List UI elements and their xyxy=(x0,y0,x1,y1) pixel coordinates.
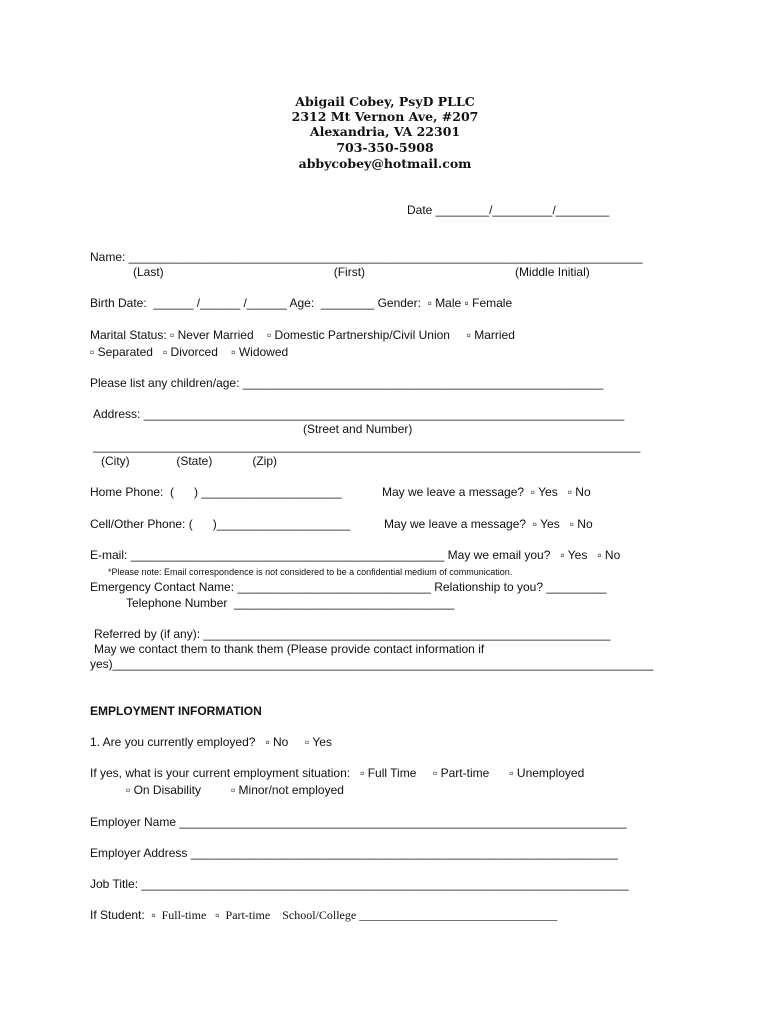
marital-status-line-2[interactable]: ▫ Separated ▫ Divorced ▫ Widowed xyxy=(90,345,289,359)
practice-phone: 703-350-5908 xyxy=(336,140,434,155)
emergency-contact-line[interactable]: Emergency Contact Name: _____________________________ Relationship to you? _________ xyxy=(90,580,607,594)
home-phone-field[interactable]: Home Phone: ( ) _____________________ xyxy=(90,485,342,499)
marital-status-line[interactable]: Marital Status: ▫ Never Married ▫ Domestic Partnership/Civil Union ▫ Married xyxy=(90,328,515,342)
address-line-2[interactable]: __________________________________________________________________________________ xyxy=(93,439,641,453)
city-state-zip-subtitle: (City) (State) (Zip) xyxy=(101,454,278,468)
email-note: *Please note: Email correspondence is not considered to be a confidential medium of communication. xyxy=(108,567,513,577)
address-field[interactable]: Address: ________________________________________________________________________ xyxy=(93,407,625,421)
birth-age-gender-line[interactable]: Birth Date: ______ /______ /______ Age: ________ Gender: ▫ Male ▫ Female xyxy=(90,296,513,310)
student-label: If Student: xyxy=(90,908,152,922)
student-options[interactable]: ▫ Full-time ▫ Part-time School/College _________________________________ xyxy=(151,908,558,922)
employment-situation-line[interactable]: If yes, what is your current employment situation: ▫ Full Time ▫ Part-time ▫ Unemployed xyxy=(90,766,585,780)
name-field[interactable]: Name: _____________________________________________________________________________ xyxy=(90,250,643,264)
practice-city: Alexandria, VA 22301 xyxy=(309,124,461,139)
employer-name-field[interactable]: Employer Name ___________________________________________________________________ xyxy=(90,815,627,829)
children-field[interactable]: Please list any children/age: ______________________________________________________ xyxy=(90,376,604,390)
contact-permission-field[interactable]: yes)_________________________________________________________________________________ xyxy=(90,657,654,671)
referred-by-field[interactable]: Referred by (if any): _____________________________________________________________ xyxy=(94,627,611,641)
practice-street: 2312 Mt Vernon Ave, #207 xyxy=(291,109,479,124)
employment-situation-line-2[interactable]: ▫ On Disability ▫ Minor/not employed xyxy=(126,783,344,797)
home-message-options[interactable]: May we leave a message? ▫ Yes ▫ No xyxy=(382,485,591,499)
practice-email: abbycobey@hotmail.com xyxy=(298,156,472,171)
student-line[interactable] xyxy=(90,908,557,922)
telephone-number-field[interactable]: Telephone Number _________________________________ xyxy=(126,596,455,610)
cell-phone-field[interactable]: Cell/Other Phone: ( )____________________ xyxy=(90,517,351,531)
name-subtitles: (Last) (First) (Middle Initial) xyxy=(133,265,590,279)
employed-question[interactable]: 1. Are you currently employed? ▫ No ▫ Yes xyxy=(90,735,332,749)
contact-permission-text: May we contact them to thank them (Please provide contact information if xyxy=(94,642,485,656)
employer-address-field[interactable]: Employer Address ________________________________________________________________ xyxy=(90,846,618,860)
street-subtitle: (Street and Number) xyxy=(303,422,413,436)
email-line[interactable]: E-mail: _______________________________________________ May we email you? ▫ Yes ▫ No xyxy=(90,548,621,562)
date-field[interactable]: Date ________/_________/________ xyxy=(407,203,610,217)
practice-name: Abigail Cobey, PsyD PLLC xyxy=(295,94,475,109)
cell-message-options[interactable]: May we leave a message? ▫ Yes ▫ No xyxy=(384,517,593,531)
employment-heading: EMPLOYMENT INFORMATION xyxy=(90,704,262,718)
job-title-field[interactable]: Job Title: _________________________________________________________________________ xyxy=(90,877,629,891)
